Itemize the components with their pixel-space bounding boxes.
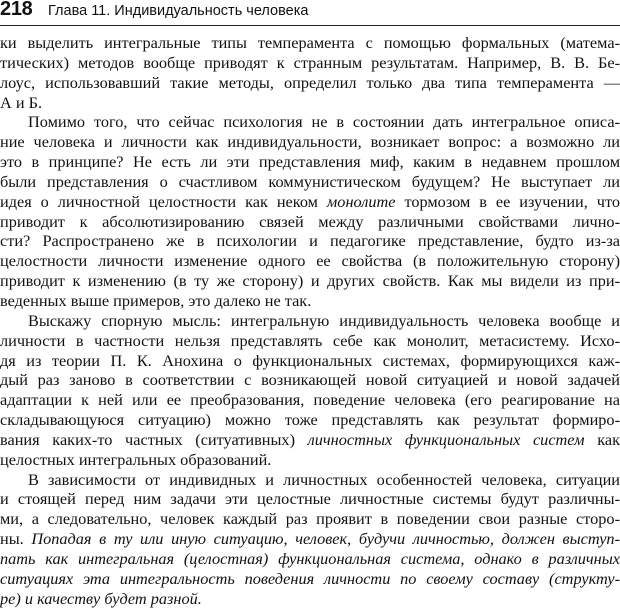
italic-text: пать как интегральная (целостная) функциональная система, однако в различных [0, 548, 620, 568]
text-line [0, 33, 620, 53]
text-run: Помимо того, что сейчас психология не в состоянии дать интегральное описа- [28, 112, 620, 132]
paragraph [0, 311, 620, 470]
text-run: складывающуюся ситуацию) можно тоже представлять как результат формиро- [0, 410, 620, 430]
text-run: идея о личностной целостности как неком [0, 191, 327, 211]
text-line [0, 53, 620, 73]
text-run: целостных интегральных образований. [0, 449, 272, 469]
text-line [0, 489, 620, 509]
text-line [0, 192, 620, 212]
text-line [0, 93, 620, 113]
page-number: 218 [0, 0, 33, 20]
text-line [0, 509, 620, 529]
paragraph [0, 33, 620, 112]
text-line [0, 112, 620, 132]
text-run: личности в частности нельзя представлять себе как монолит, метасистему. Исхо- [0, 330, 620, 350]
text-run: ки выделить интегральные типы темперамента с помощью формальных (матема- [0, 33, 620, 52]
text-run: приводит к абсолютизированию связей между различными свойствами лично- [0, 211, 620, 231]
italic-text: личностных функциональных систем [307, 429, 585, 449]
running-title: Глава 11. Индивидуальность человека [48, 3, 309, 19]
text-run: В зависимости от индивидных и личностных особенностей человека, ситуации [28, 469, 620, 489]
text-line [0, 212, 620, 232]
italic-text: Попадая в ту или иную ситуацию, человек, будучи личностью, должен выступ- [31, 529, 620, 549]
text-run: ние человека и личности как индивидуальности, возникает вопрос: а возможно ли [0, 132, 620, 152]
text-line [0, 311, 620, 331]
text-run: дый раз заново в соответствии с возникающей новой ситуацией и новой задачей [0, 370, 620, 390]
text-line [0, 351, 620, 371]
text-run: тических) методов вообще приводят к странным результатам. Например, В. В. Бе- [0, 52, 620, 72]
text-run: А и Б. [0, 92, 43, 112]
text-line [0, 450, 620, 470]
text-line [0, 231, 620, 251]
text-run: адаптации к ней или ее преобразования, поведение человека (его реагирование на [0, 390, 620, 410]
italic-text: монолите [326, 191, 396, 211]
text-line [0, 271, 620, 291]
text-run: это в принципе? Не есть ли эти представления миф, каким в недавнем прошлом [0, 152, 620, 172]
paragraph [0, 112, 620, 310]
text-line [0, 470, 620, 490]
text-line [0, 430, 620, 450]
text-line [0, 291, 620, 311]
text-line [0, 172, 620, 192]
text-run: ны. [0, 529, 32, 549]
text-run: сти? Распространено же в психологии и педагогике представление, будто из-за [0, 231, 620, 251]
text-line [0, 251, 620, 271]
text-run: ми, а следовательно, человек каждый раз проявит в поведении свои разные сторо- [0, 509, 620, 529]
text-run: дя из теории П. К. Анохина о функциональных системах, формирующихся каж- [0, 350, 620, 370]
text-line [0, 589, 620, 609]
text-line [0, 331, 620, 351]
text-line [0, 549, 620, 569]
text-line [0, 370, 620, 390]
text-line [0, 529, 620, 549]
italic-text: ситуациях эта интегральность поведения личности по своему составу (структу- [0, 568, 620, 588]
paragraph [0, 470, 620, 609]
text-run: были представления о счастливом коммунистическом будущем? Не выступает ли [0, 171, 620, 191]
italic-text: ре) и качеству будет разной. [0, 588, 202, 608]
text-line [0, 73, 620, 93]
text-run: тормозом в ее изучении, что [395, 191, 620, 211]
page-header [0, 0, 620, 26]
text-run: как [584, 429, 620, 449]
text-run: и стоящей перед ним задачи эти целостные личностные системы будут различны- [0, 489, 620, 509]
text-line [0, 410, 620, 430]
body-text [0, 33, 620, 608]
text-run: целостности личности изменение одного ее свойства (в положительную сторону) [0, 251, 620, 271]
text-run: вания каких-то частных (ситуативных) [0, 429, 308, 449]
text-run: Выскажу спорную мысль: интегральную индивидуальность человека вообще и [28, 310, 620, 330]
text-line [0, 152, 620, 172]
text-run: приводит к изменению (в ту же сторону) и других свойств. Как мы видели из при- [0, 271, 620, 291]
text-line [0, 132, 620, 152]
text-line [0, 390, 620, 410]
text-line [0, 569, 620, 589]
text-run: лоус, использовавший такие методы, определил только два типа темперамента — [0, 72, 620, 92]
text-run: веденных выше примеров, это далеко не так. [0, 290, 312, 310]
